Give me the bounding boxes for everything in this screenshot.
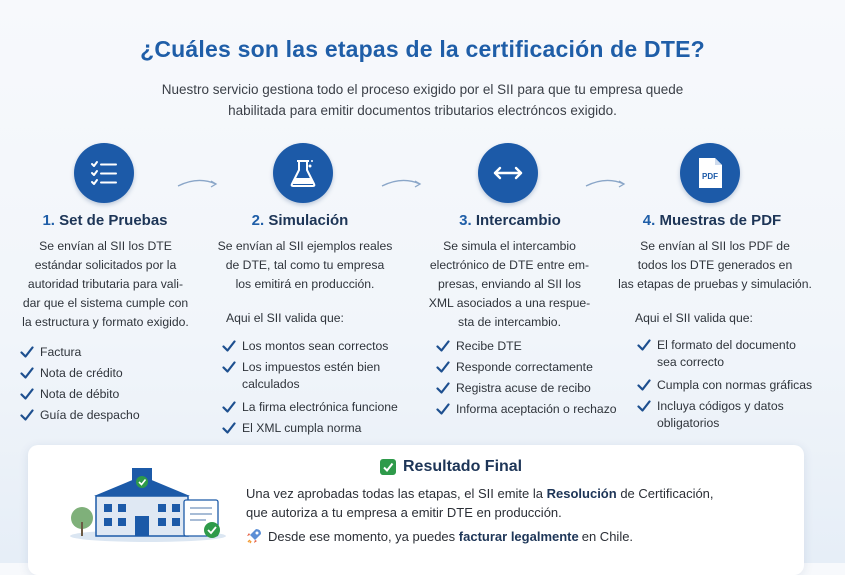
desc-line: estándar solicitados por la [34, 258, 177, 272]
item-label: La firma electrónica funcione [242, 400, 398, 414]
flask-icon [273, 143, 333, 203]
list-item-continued [637, 415, 812, 431]
list-item [637, 377, 812, 393]
step-checklist [436, 338, 617, 422]
list-item [436, 401, 617, 417]
desc-line: todos los DTE generados en [637, 258, 793, 272]
check-icon [637, 378, 651, 392]
validation-intro: Aqui el SII valida que: [635, 311, 753, 325]
subtitle-line: habilitada para emitir documentos tributarios electróncos exigido. [228, 103, 617, 118]
check-icon [20, 408, 34, 422]
page-title: ¿Cuáles son las etapas de la certificación de DTE? [140, 36, 705, 62]
arrow-right-icon [584, 176, 628, 192]
check-icon [20, 387, 34, 401]
result-text-part: de Certificación, [616, 486, 714, 501]
step-description [412, 237, 607, 332]
check-icon [436, 360, 450, 374]
item-label: calculados [242, 377, 300, 391]
check-icon [637, 399, 651, 413]
item-label: Factura [40, 345, 82, 359]
result-line [246, 528, 633, 544]
list-item [222, 420, 398, 436]
result-text-part: Una vez aprobadas todas las etapas, el SII emite la [246, 486, 547, 501]
desc-line: electrónico de DTE entre em- [429, 258, 590, 272]
item-label: obligatorios [657, 416, 720, 430]
item-label: Nota de débito [40, 387, 120, 401]
checkbox-checked-icon [380, 459, 396, 475]
list-item [20, 407, 140, 423]
result-title-text: Resultado Final [403, 458, 523, 475]
step-description [205, 237, 405, 294]
desc-line: presas, enviando al SII los [438, 277, 581, 291]
result-text-part: Desde ese momento, ya puedes [268, 528, 456, 544]
desc-line: XML asociados a una respue- [428, 296, 591, 310]
desc-line: los emitirá en producción. [235, 277, 375, 291]
check-icon [436, 339, 450, 353]
arrow-right-icon [380, 176, 424, 192]
check-icon [436, 381, 450, 395]
item-label: Los impuestos estén bien [242, 360, 381, 374]
step-checklist [222, 338, 398, 441]
list-item [436, 338, 617, 354]
step-title [215, 212, 385, 229]
list-item [20, 386, 140, 402]
item-label: El XML cumpla norma [242, 421, 362, 435]
step-number: 2. [251, 212, 265, 229]
list-item [222, 359, 398, 375]
check-icon [436, 402, 450, 416]
step-title-text: Muestras de PDF [659, 212, 782, 229]
check-icon [20, 366, 34, 380]
desc-line: Se envían al SII ejemplos reales [217, 239, 393, 253]
item-label: Guía de despacho [40, 408, 140, 422]
rocket-icon [246, 528, 262, 544]
item-label: Nota de crédito [40, 366, 123, 380]
step-title [20, 212, 190, 229]
check-icon [222, 400, 236, 414]
result-text-bold: facturar legalmente [458, 528, 579, 544]
check-icon [20, 345, 34, 359]
government-building-icon [68, 462, 228, 542]
step-title [425, 212, 595, 229]
check-icon [637, 338, 651, 352]
desc-line: de DTE, tal como tu empresa [225, 258, 385, 272]
result-line: que autoriza a tu empresa a emitir DTE en producción. [246, 505, 562, 520]
pdf-label: PDF [702, 172, 718, 181]
item-label: Los montos sean correctos [242, 339, 389, 353]
exchange-arrows-icon [478, 143, 538, 203]
item-label: Informa aceptación o rechazo [456, 402, 617, 416]
step-number: 4. [642, 212, 656, 229]
check-icon [222, 339, 236, 353]
step-title-text: Intercambio [475, 212, 561, 229]
step-checklist [20, 344, 140, 428]
list-item [222, 338, 398, 354]
item-label: El formato del documento [657, 338, 796, 352]
checklist-icon [74, 143, 134, 203]
step-description [615, 237, 815, 294]
list-item [20, 344, 140, 360]
list-item [20, 365, 140, 381]
result-text-part: en Chile. [581, 528, 634, 544]
item-label: Cumpla con normas gráficas [657, 378, 813, 392]
check-icon [222, 360, 236, 374]
result-title [380, 458, 522, 476]
step-number: 1. [42, 212, 55, 229]
list-item [222, 399, 398, 415]
item-label: Responde correctamente [456, 360, 593, 374]
list-item [637, 398, 812, 414]
desc-line: sta de intercambio. [458, 315, 561, 329]
list-item-continued [222, 376, 398, 392]
result-line [246, 486, 714, 501]
item-label: Recibe DTE [456, 339, 522, 353]
validation-intro: Aqui el SII valida que: [226, 311, 344, 325]
pdf-document-icon [680, 143, 740, 203]
desc-line: Se envían al SII los PDF de [640, 239, 790, 253]
desc-line: Se envían al SII los DTE [39, 239, 172, 253]
check-icon [222, 421, 236, 435]
step-title-text: Simulación [268, 212, 349, 229]
item-label: sea correcto [657, 355, 725, 369]
desc-line: dar que el sistema cumple con [22, 296, 189, 310]
step-checklist [637, 337, 812, 436]
desc-line: Se simula el intercambio [443, 239, 576, 253]
step-number: 3. [459, 212, 472, 229]
item-label: Incluya códigos y datos [657, 399, 784, 413]
result-text-bold: Resolución [546, 486, 617, 501]
desc-line: la estructura y formato exigido. [22, 315, 189, 329]
list-item [436, 359, 617, 375]
list-item [436, 380, 617, 396]
arrow-right-icon [176, 176, 220, 192]
step-title [622, 212, 802, 229]
subtitle-line: Nuestro servicio gestiona todo el proceso exigido por el SII para que tu empresa quede [161, 82, 684, 97]
page-subtitle [80, 79, 765, 121]
list-item [637, 337, 812, 353]
step-title-text: Set de Pruebas [59, 212, 168, 229]
desc-line: las etapas de pruebas y simulación. [618, 277, 812, 291]
desc-line: autoridad tributaria para vali- [27, 277, 184, 291]
step-description [8, 237, 203, 332]
item-label: Registra acuse de recibo [456, 381, 591, 395]
list-item-continued [637, 354, 812, 370]
